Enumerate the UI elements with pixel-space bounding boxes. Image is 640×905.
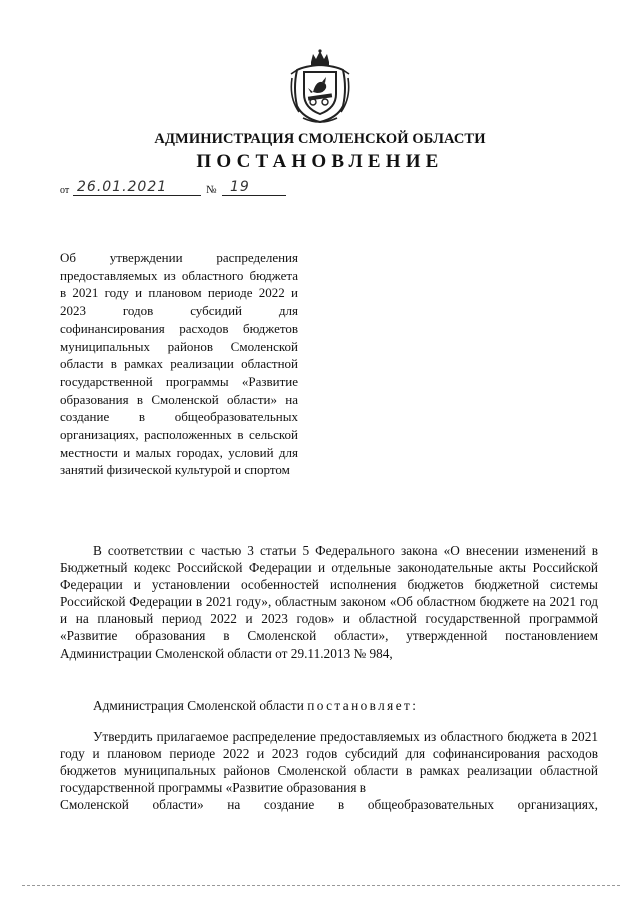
approval-text: Утвердить прилагаемое распределение предоставляемых из областного бюджета в 2021 году и плановом периоде 2022 и 2023 годов субсидий для софинансирования расходов бюджетов муниципальных районов Смоленской области в рамках реализации областной государственной программы «Развитие образования в bbox=[60, 729, 598, 796]
resolution-paragraph bbox=[60, 697, 598, 714]
organization-title: АДМИНИСТРАЦИЯ СМОЛЕНСКОЙ ОБЛАСТИ bbox=[154, 131, 486, 147]
number-handwritten: 19 bbox=[230, 179, 250, 195]
preamble-paragraph: В соответствии с частью 3 статьи 5 Федерального закона «О внесении изменений в Бюджетный кодекс Российской Федерации и отдельные законодательные акты Российской Федерации и установлении особенностей исполнения бюджетов бюджетной системы Российской Федерации в 2021 году», областным законом «Об областном бюджете на 2021 год и на плановый период 2022 и 2023 годов» и областной государственной программой «Развитие образования в Смоленской области», утвержденной постановлением Администрации Смоленской области от 29.11.2013 № 984, bbox=[60, 543, 598, 661]
approval-text-last-line: Смоленской области» на создание в общеобразовательных организациях, bbox=[60, 797, 598, 813]
number-underline bbox=[222, 195, 286, 196]
date-prefix: от bbox=[60, 185, 70, 196]
page-bottom-edge bbox=[22, 885, 620, 886]
resolution-subject: Администрация Смоленской области bbox=[93, 698, 304, 713]
date-underline bbox=[73, 195, 201, 196]
document-date-number-line bbox=[60, 177, 300, 199]
date-handwritten: 26.01.2021 bbox=[77, 179, 168, 195]
document-subject: Об утверждении распределения предоставляемых из областного бюджета в 2021 году и плановом периоде 2022 и 2023 годов субсидий для софинансирования расходов бюджетов муниципальных районов Смоленской области в рамках реализации областной государственной программы «Развитие образования в Смоленской области» на создание в общеобразовательных организациях, расположенных в сельской местности и малых городах, условий для занятий физической культурой и спортом bbox=[60, 250, 298, 478]
approval-paragraph bbox=[60, 728, 598, 813]
resolution-verb: постановляет: bbox=[307, 698, 419, 713]
document-type-title: ПОСТАНОВЛЕНИЕ bbox=[196, 151, 444, 172]
coat-of-arms-icon bbox=[289, 48, 351, 126]
number-prefix: № bbox=[206, 184, 217, 196]
